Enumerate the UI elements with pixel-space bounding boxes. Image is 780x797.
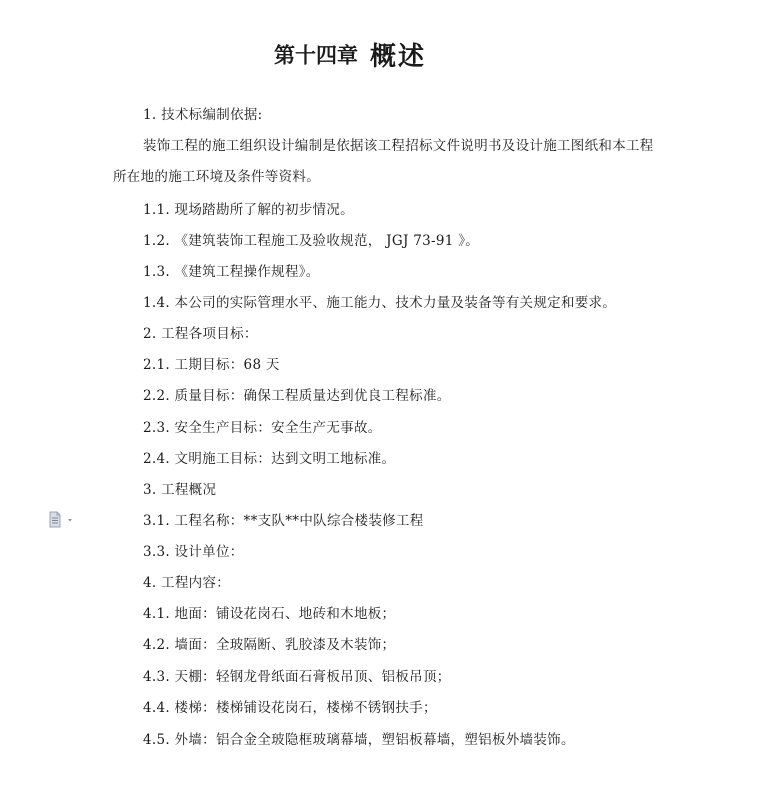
paragraph: 1.3. 《建筑工程操作规程》。 [143, 264, 320, 280]
paragraph: 1.4. 本公司的实际管理水平、施工能力、技术力量及装备等有关规定和要求。 [143, 295, 617, 311]
paragraph: 3.1. 工程名称：**支队**中队综合楼装修工程 [143, 513, 424, 529]
paragraph: 4.2. 墙面：全玻隔断、乳胶漆及木装饰； [143, 637, 396, 653]
paragraph: 3. 工程概况 [143, 482, 217, 498]
chapter-heading [0, 36, 700, 73]
paragraph: 装饰工程的施工组织设计编制是依据该工程招标文件说明书及设计施工图纸和本工程 [143, 138, 654, 154]
paragraph: 4.3. 天棚：轻钢龙骨纸面石膏板吊顶、铝板吊顶； [143, 669, 451, 685]
paragraph: 2.1. 工期目标：68 天 [143, 357, 280, 373]
paragraph: 1. 技术标编制依据: [143, 107, 263, 123]
paragraph: 4.4. 楼梯：楼梯铺设花岗石，楼梯不锈钢扶手； [143, 700, 437, 716]
paragraph: 4.5. 外墙：铝合金全玻隐框玻璃幕墙，塑铝板幕墙，塑铝板外墙装饰。 [143, 732, 575, 748]
paragraph: 2. 工程各项目标： [143, 326, 258, 342]
paragraph: 1.2. 《建筑装饰工程施工及验收规范， JGJ 73-91 》。 [143, 233, 480, 249]
paragraph: 4. 工程内容： [143, 575, 231, 591]
document-icon[interactable] [48, 511, 78, 529]
paragraph: 1.1. 现场踏勘所了解的初步情况。 [143, 202, 354, 218]
paragraph: 2.2. 质量目标：确保工程质量达到优良工程标准。 [143, 388, 451, 404]
paragraph: 4.1. 地面：铺设花岗石、地砖和木地板； [143, 606, 396, 622]
paragraph: 2.4. 文明施工目标：达到文明工地标准。 [143, 451, 396, 467]
paragraph: 3.3. 设计单位： [143, 544, 244, 560]
paragraph: 2.3. 安全生产目标：安全生产无事故。 [143, 420, 382, 436]
paragraph: 所在地的施工环境及条件等资料。 [113, 169, 320, 185]
chapter-title: 概述 [369, 42, 426, 72]
chapter-number: 第十四章 [273, 42, 358, 68]
